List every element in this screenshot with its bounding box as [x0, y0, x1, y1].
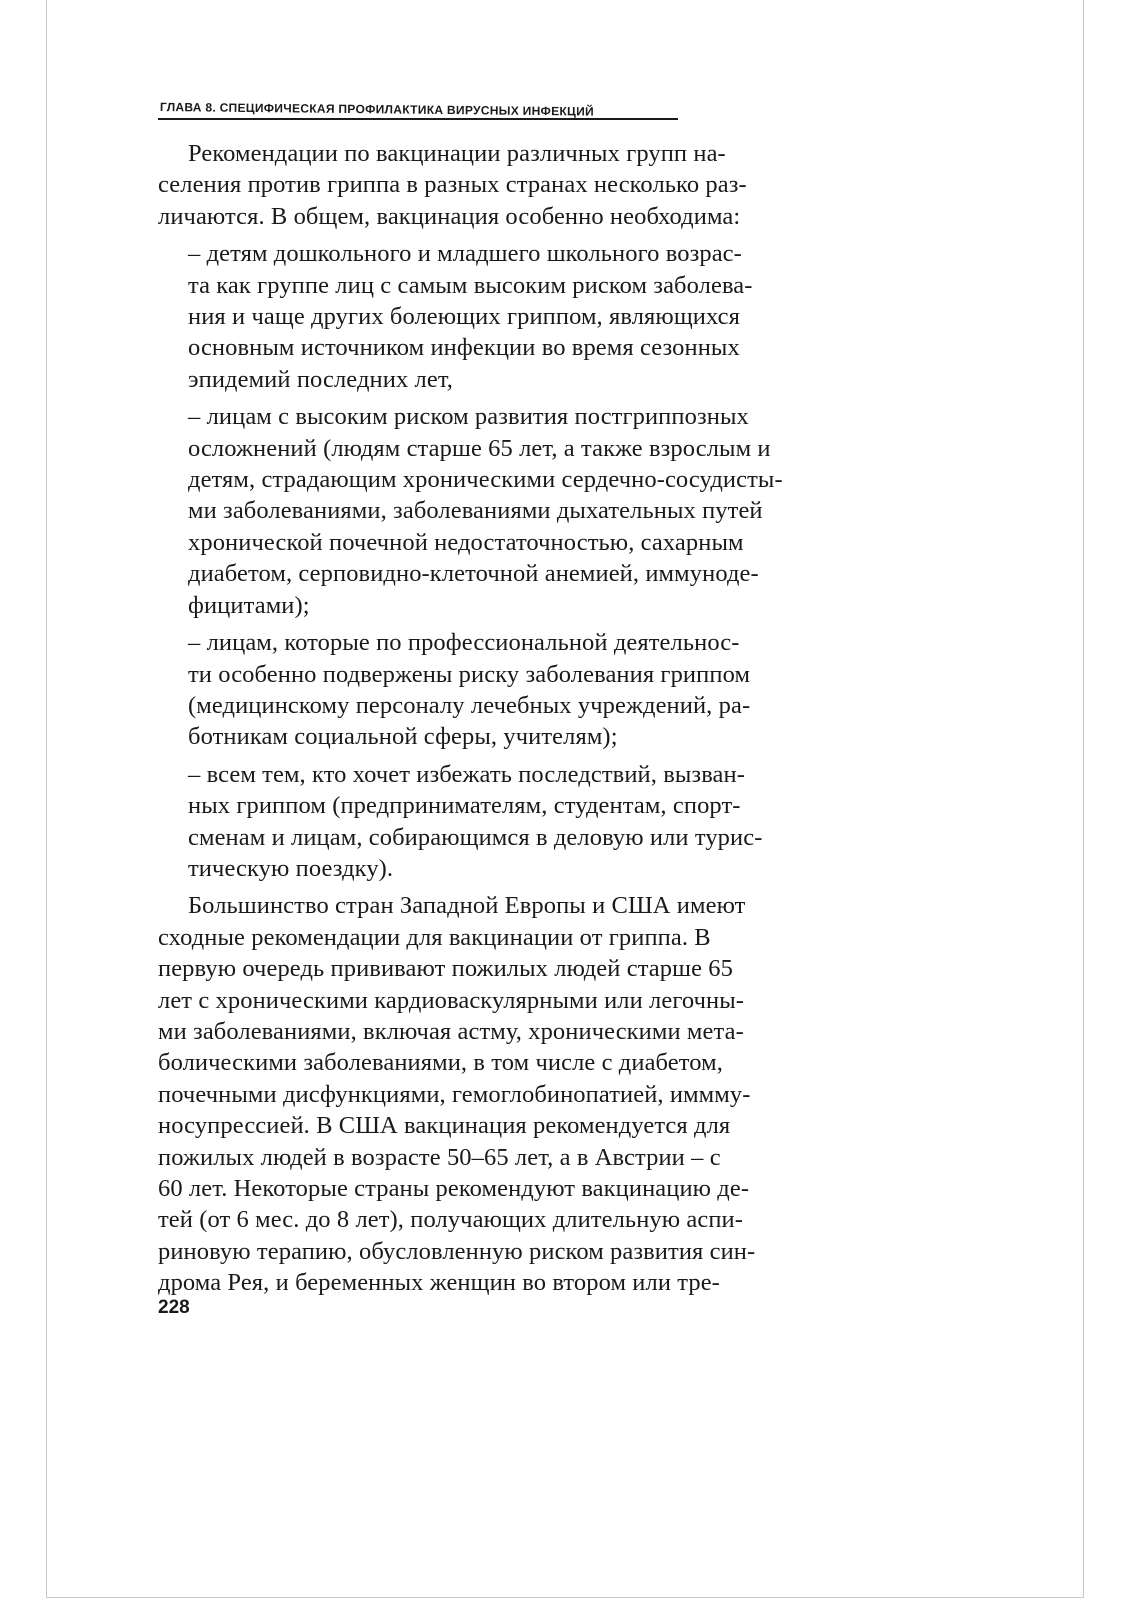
text-line: – лицам с высоким риском развития постгриппозных [188, 403, 749, 431]
text-line: основным источником инфекции во время сезонных [188, 334, 740, 362]
list-item [158, 238, 848, 395]
text-line: носупрессией. В США вакцинация рекомендуется для [158, 1112, 731, 1140]
text-line: – всем тем, кто хочет избежать последствий, вызван- [188, 760, 745, 788]
paragraph [158, 890, 848, 1298]
text-line: 60 лет. Некоторые страны рекомендуют вакцинацию де- [158, 1175, 750, 1202]
text-line: ных гриппом (предпринимателям, студентам, спорт- [188, 792, 741, 820]
text-line: ния и чаще других болеющих гриппом, являющихся [188, 303, 740, 331]
body-text [158, 138, 848, 1299]
text-line: диабетом, серповидно-клеточной анемией, иммуноде- [188, 560, 759, 588]
text-line: Большинство стран Западной Европы и США имеют [188, 892, 746, 920]
intro-paragraph [158, 138, 848, 232]
text-line: ти особенно подвержены риску заболевания гриппом [188, 660, 751, 688]
running-header: ГЛАВА 8. СПЕЦИФИЧЕСКАЯ ПРОФИЛАКТИКА ВИРУСНЫХ ИНФЕКЦИЙ [159, 100, 595, 119]
text-line: ботникам социальной сферы, учителям); [188, 723, 618, 751]
text-line: пожилых людей в возрасте 50–65 лет, а в Австрии – с [158, 1143, 721, 1171]
text-line: тей (от 6 мес. до 8 лет), получающих длительную аспи- [158, 1206, 744, 1234]
text-line: Рекомендации по вакцинации различных групп на- [188, 140, 726, 167]
list-item [158, 759, 848, 885]
page-number: 228 [158, 1297, 190, 1318]
text-line: почечными дисфункциями, гемоглобинопатией, иммму- [158, 1080, 751, 1108]
text-line: селения против гриппа в разных странах несколько раз- [158, 171, 747, 199]
text-line: сходные рекомендации для вакцинации от гриппа. В [158, 923, 711, 951]
text-line: сменам и лицам, собирающимся в деловую или турис- [188, 823, 763, 851]
list-item [158, 627, 848, 753]
text-line: (медицинскому персоналу лечебных учреждений, ра- [188, 691, 751, 719]
text-line: личаются. В общем, вакцинация особенно необходима: [158, 202, 741, 230]
text-line: ми заболеваниями, включая астму, хроническими мета- [158, 1017, 744, 1045]
list-item [158, 401, 848, 621]
text-line: ми заболеваниями, заболеваниями дыхательных путей [188, 497, 763, 525]
text-line: – лицам, которые по профессиональной деятельнос- [188, 629, 740, 657]
text-line: фицитами); [188, 591, 310, 619]
text-line: эпидемий последних лет, [188, 365, 454, 393]
text-line: лет с хроническими кардиоваскулярными или легочны- [158, 986, 745, 1014]
text-line: та как группе лиц с самым высоким риском заболева- [188, 271, 753, 299]
text-line: – детям дошкольного и младшего школьного возрас- [188, 240, 742, 268]
text-line: осложнений (людям старше 65 лет, а также взрослым и [188, 434, 771, 462]
text-line: тическую поездку). [188, 854, 394, 882]
text-line: болическими заболеваниями, в том числе с диабетом, [158, 1049, 723, 1077]
text-line: детям, страдающим хроническими сердечно-сосудисты- [188, 466, 783, 494]
page-content [158, 100, 848, 1299]
text-line: дрома Рея, и беременных женщин во втором или тре- [158, 1269, 720, 1297]
text-line: риновую терапию, обусловленную риском развития син- [158, 1237, 756, 1265]
text-line: хронической почечной недостаточностью, сахарным [188, 528, 744, 556]
text-line: первую очередь прививают пожилых людей старше 65 [158, 955, 733, 983]
